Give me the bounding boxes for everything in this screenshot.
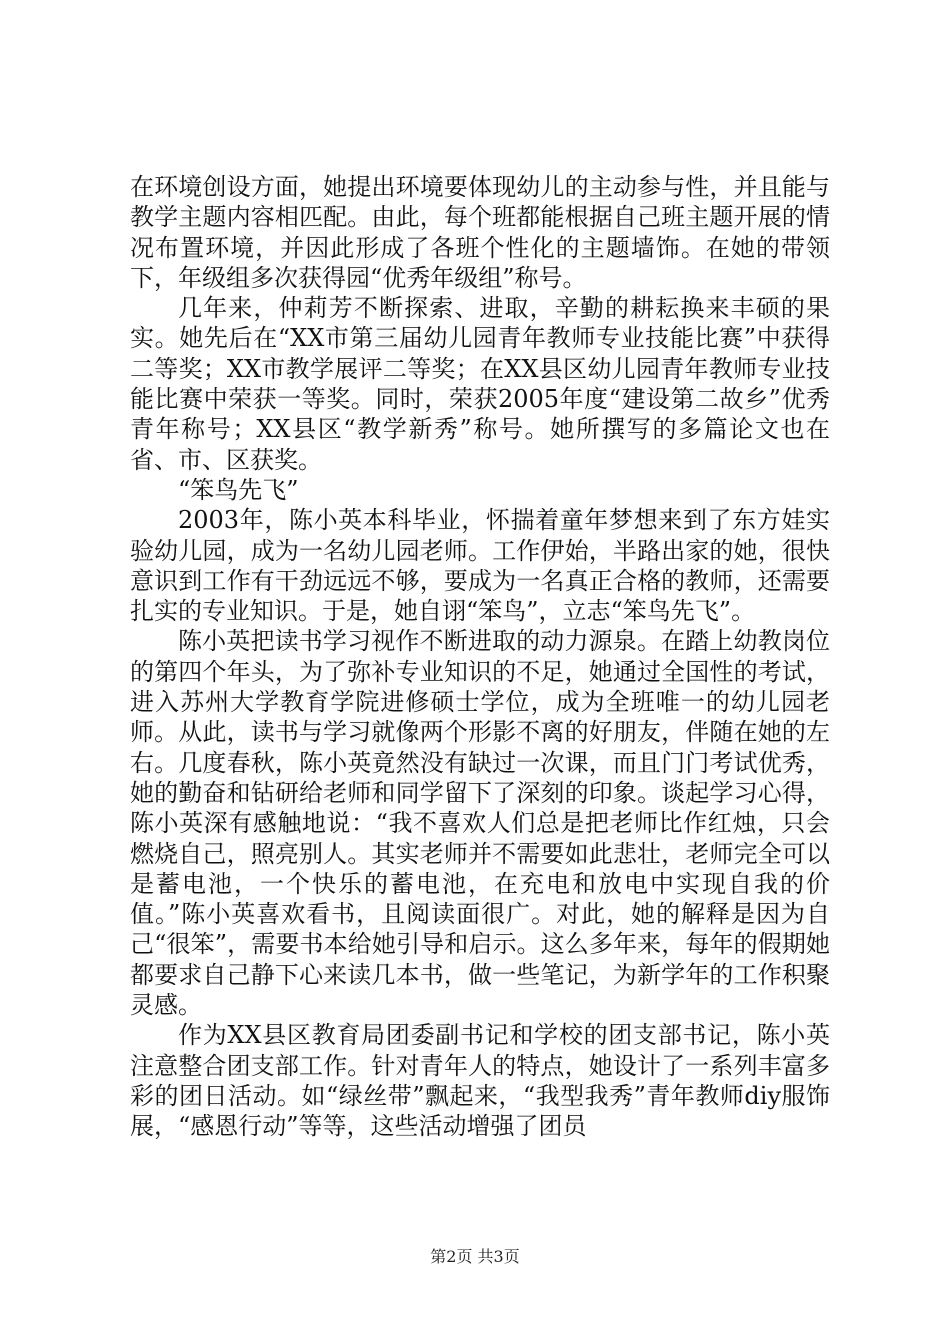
section-heading: “笨鸟先飞”	[178, 475, 299, 504]
paragraph-graduation: 2003年，陈小英本科毕业，怀揣着童年梦想来到了东方娃实验幼儿园，成为一名幼儿园老师。工作伊始，半路出家的她，很快意识到工作有干劲远远不够，要成为一名真正合格的教师，还需要扎实的专业知识。于是，她自诩“笨鸟”，立志“笨鸟先飞”。	[130, 506, 830, 626]
page-number-footer: 第2页 共3页	[430, 1247, 520, 1266]
document-body	[130, 172, 830, 1142]
paragraph-environment-design: 在环境创设方面，她提出环境要体现幼儿的主动参与性，并且能与教学主题内容相匹配。由此，每个班都能根据自己班主题开展的情况布置环境，并因此形成了各班个性化的主题墙饰。在她的带领下，年级组多次获得园“优秀年级组”称号。	[130, 173, 830, 292]
paragraph-youth-league: 作为XX县区教育局团委副书记和学校的团支部书记，陈小英注意整合团支部工作。针对青年人的特点，她设计了一系列丰富多彩的团日活动。如“绿丝带”飘起来，“我型我秀”青年教师diy服饰展，“感恩行动”等等，这些活动增强了团员	[130, 1021, 830, 1141]
paragraph-achievements: 几年来，仲莉芳不断探索、进取，辛勤的耕耘换来丰硕的果实。她先后在“XX市第三届幼儿园青年教师专业技能比赛”中获得二等奖；XX市教学展评二等奖；在XX县区幼儿园青年教师专业技能比赛中荣获一等奖。同时，荣获2005年度“建设第二故乡”优秀青年称号；XX县区“教学新秀”称号。她所撰写的多篇论文也在省、市、区获奖。	[130, 294, 830, 474]
paragraph-reading-study: 陈小英把读书学习视作不断进取的动力源泉。在踏上幼教岗位的第四个年头，为了弥补专业知识的不足，她通过全国性的考试，进入苏州大学教育学院进修硕士学位，成为全班唯一的幼儿园老师。从此，读书与学习就像两个形影不离的好朋友，伴随在她的左右。几度春秋，陈小英竟然没有缺过一次课，而且门门考试优秀，她的勤奋和钻研给老师和同学留下了深刻的印象。谈起学习心得，陈小英深有感触地说：“我不喜欢人们总是把老师比作红烛，只会燃烧自己，照亮别人。其实老师并不需要如此悲壮，老师完全可以是蓄电池，一个快乐的蓄电池，在充电和放电中实现自我的价值。”陈小英喜欢看书，且阅读面很广。对此，她的解释是因为自己“很笨”，需要书本给她引导和启示。这么多年来，每年的假期她都要求自己静下心来读几本书，做一些笔记，为新学年的工作积聚灵感。	[130, 627, 830, 1020]
